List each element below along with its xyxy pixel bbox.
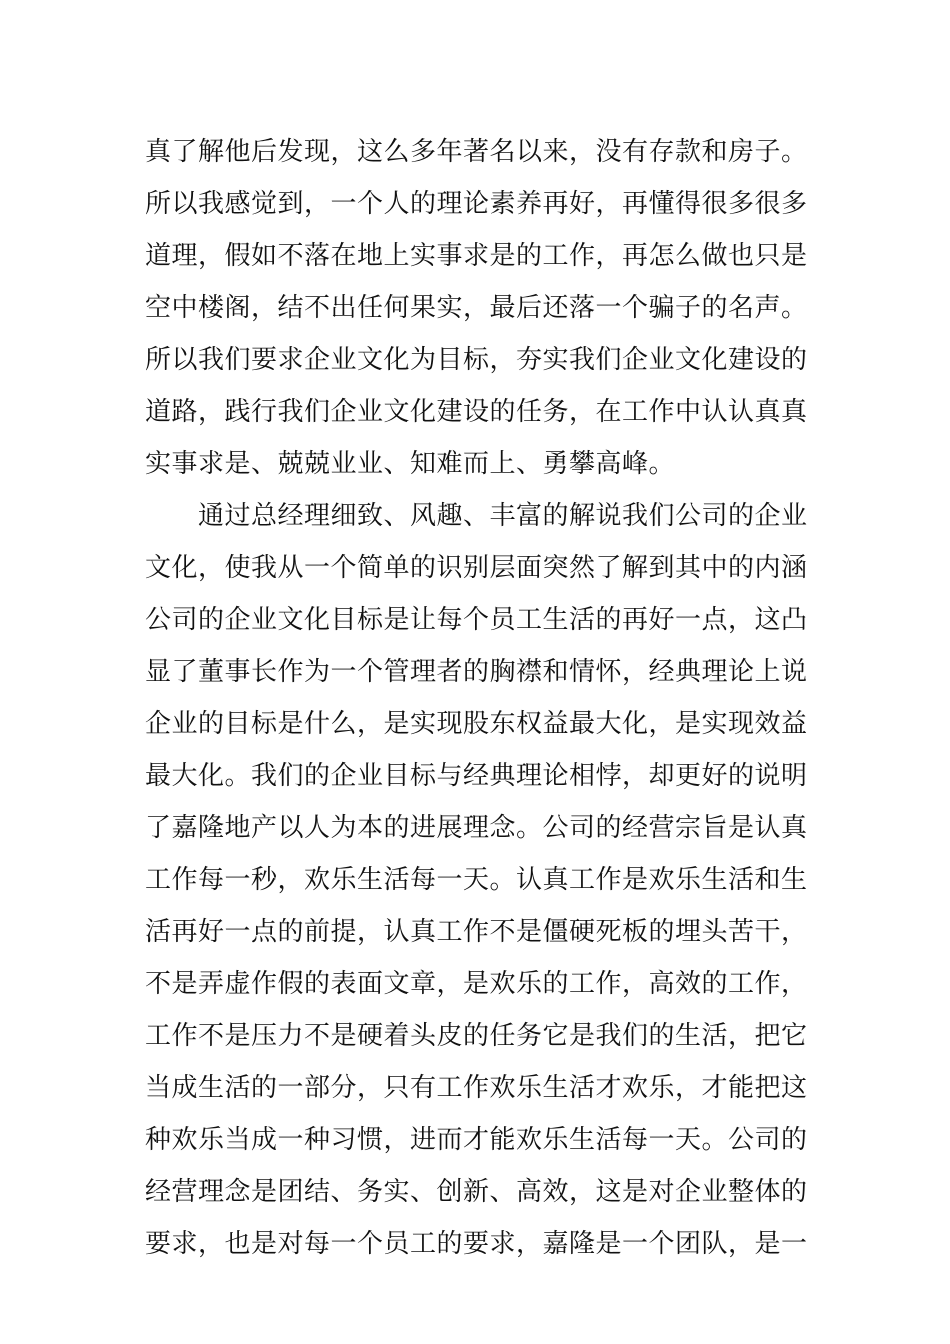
- text-line: 真了解他后发现，这么多年著名以来，没有存款和房子。: [145, 137, 808, 167]
- text-line: 工作不是压力不是硬着头皮的任务它是我们的生活，把它: [145, 1021, 808, 1051]
- text-line: 所以我们要求企业文化为目标，夯实我们企业文化建设的: [145, 345, 808, 375]
- text-line: 道理，假如不落在地上实事求是的工作，再怎么做也只是: [145, 241, 808, 271]
- text-line: 实事求是、兢兢业业、知难而上、勇攀高峰。: [145, 449, 676, 479]
- text-line: 活再好一点的前提，认真工作不是僵硬死板的埋头苦干，: [145, 917, 808, 947]
- text-line: 了嘉隆地产以人为本的进展理念。公司的经营宗旨是认真: [145, 813, 808, 843]
- text-line: 所以我感觉到，一个人的理论素养再好，再懂得很多很多: [145, 189, 808, 219]
- text-line: 要求，也是对每一个员工的要求，嘉隆是一个团队，是一: [145, 1229, 808, 1259]
- body-text: [145, 126, 808, 1270]
- text-line: 显了董事长作为一个管理者的胸襟和情怀，经典理论上说: [145, 657, 808, 687]
- text-line: 经营理念是团结、务实、创新、高效，这是对企业整体的: [145, 1177, 808, 1207]
- text-line: 种欢乐当成一种习惯，进而才能欢乐生活每一天。公司的: [145, 1125, 808, 1155]
- text-line: 公司的企业文化目标是让每个员工生活的再好一点，这凸: [145, 605, 808, 635]
- text-line: 最大化。我们的企业目标与经典理论相悖，却更好的说明: [145, 761, 808, 791]
- text-line: 道路，践行我们企业文化建设的任务，在工作中认认真真: [145, 397, 808, 427]
- text-line: 工作每一秒，欢乐生活每一天。认真工作是欢乐生活和生: [145, 865, 808, 895]
- text-line: 空中楼阁，结不出任何果实，最后还落一个骗子的名声。: [145, 293, 808, 323]
- text-line: 文化，使我从一个简单的识别层面突然了解到其中的内涵: [145, 553, 808, 583]
- text-line: 通过总经理细致、风趣、丰富的解说我们公司的企业: [145, 501, 808, 531]
- text-line: 企业的目标是什么，是实现股东权益最大化，是实现效益: [145, 709, 808, 739]
- text-line: 不是弄虚作假的表面文章，是欢乐的工作，高效的工作，: [145, 969, 808, 999]
- text-line: 当成生活的一部分，只有工作欢乐生活才欢乐，才能把这: [145, 1073, 808, 1103]
